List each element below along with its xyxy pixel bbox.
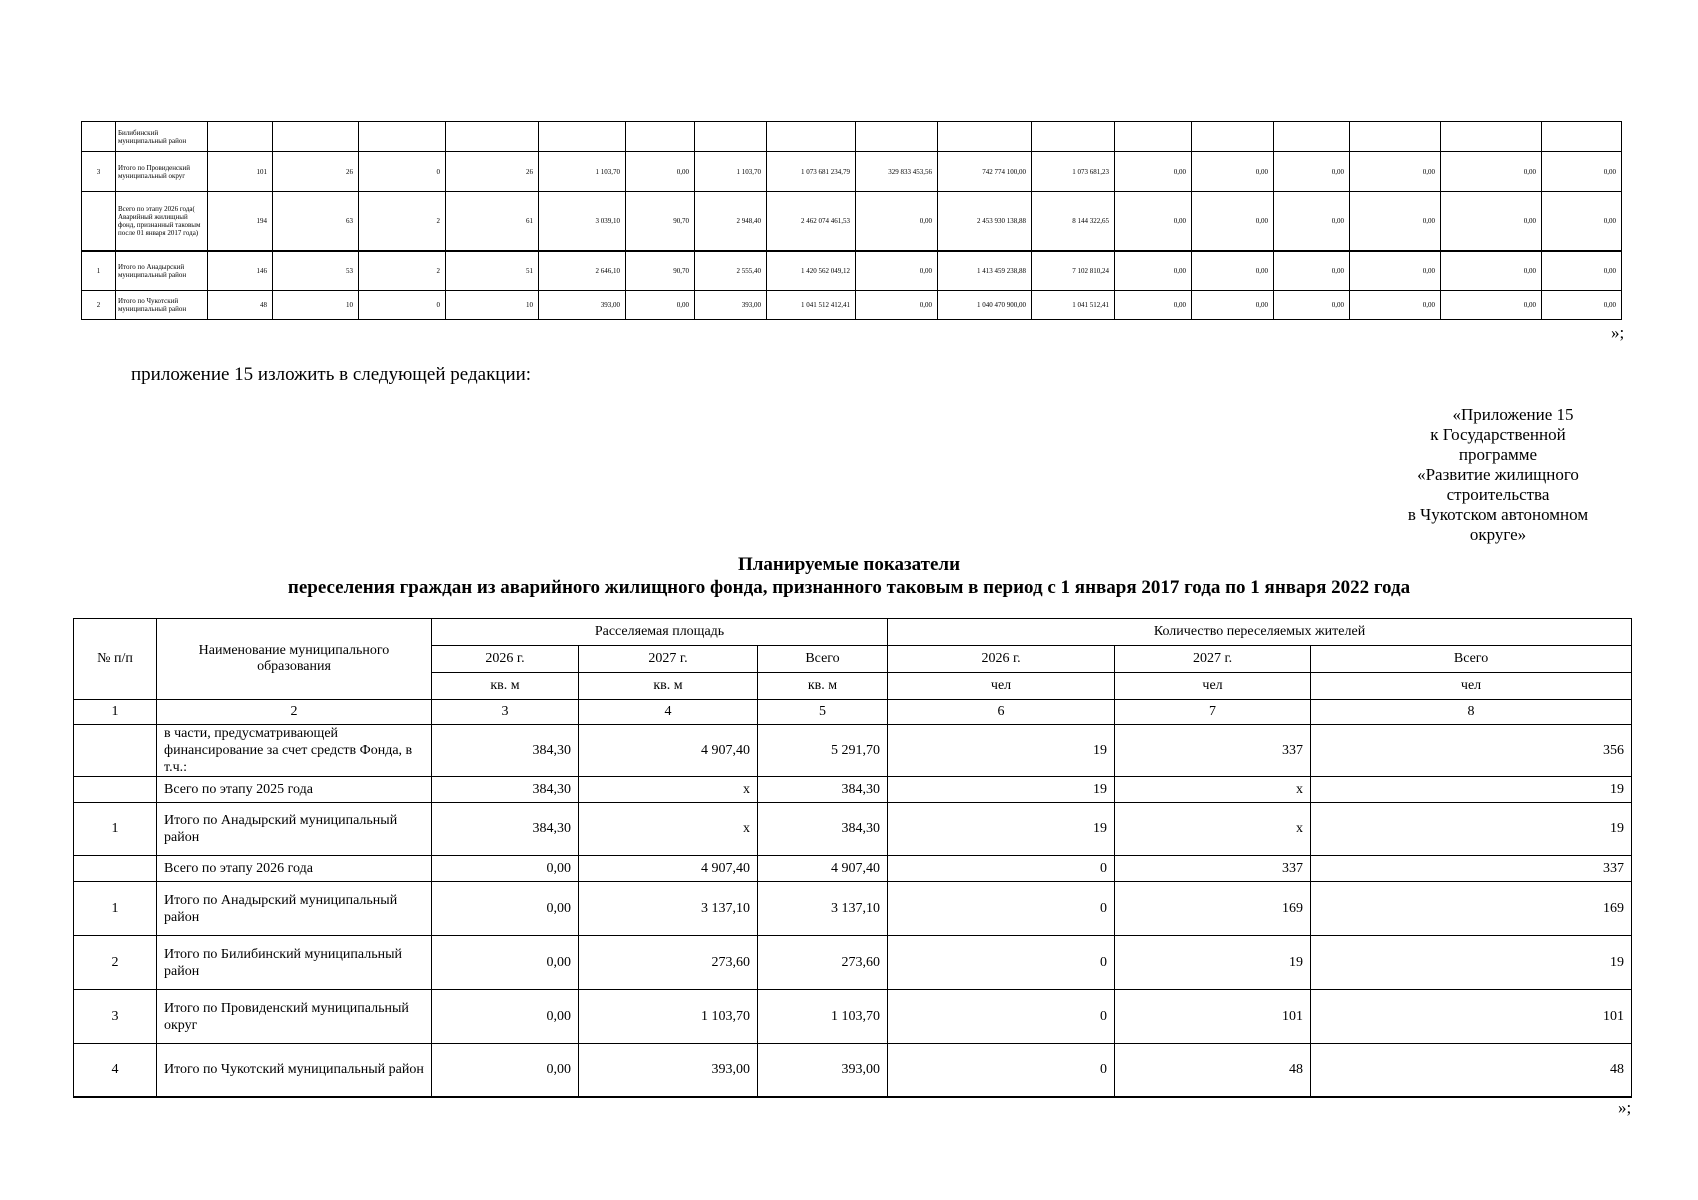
value-cell: 0 bbox=[359, 291, 446, 320]
value-cell bbox=[626, 122, 695, 152]
people-2026-cell: 0 bbox=[888, 882, 1115, 936]
area-total-cell: 5 291,70 bbox=[758, 725, 888, 777]
table-row bbox=[74, 990, 1632, 1044]
appendix-line: в Чукотском автономном округе» bbox=[1407, 505, 1589, 544]
value-cell: 194 bbox=[208, 192, 273, 251]
value-cell: 0,00 bbox=[1542, 291, 1622, 320]
row-number bbox=[82, 122, 116, 152]
area-total-cell: 384,30 bbox=[758, 803, 888, 856]
unit-area: кв. м bbox=[432, 673, 579, 700]
value-cell: 393,00 bbox=[539, 291, 626, 320]
value-cell: 0,00 bbox=[856, 291, 938, 320]
people-2026-cell: 0 bbox=[888, 990, 1115, 1044]
document-subtitle: переселения граждан из аварийного жилищного фонда, признанного таковым в период с 1 января 2017 года по 1 января 2022 года bbox=[287, 577, 1411, 598]
row-number: 3 bbox=[74, 990, 157, 1044]
area-total-cell: 3 137,10 bbox=[758, 882, 888, 936]
value-cell: 10 bbox=[273, 291, 359, 320]
indicators-table-body bbox=[74, 700, 1632, 1097]
table-row bbox=[74, 725, 1632, 777]
municipality-name: Всего по этапу 2025 года bbox=[157, 777, 432, 803]
appendix-line: «Развитие жилищного строительства bbox=[1417, 465, 1579, 504]
value-cell: 2 555,40 bbox=[695, 251, 767, 291]
people-2026-cell: 0 bbox=[888, 856, 1115, 882]
value-cell bbox=[539, 122, 626, 152]
people-2026-cell: 19 bbox=[888, 803, 1115, 856]
municipality-name: Итого по Провиденский муниципальный округ bbox=[157, 990, 432, 1044]
header-municipality: Наименование муниципального образования bbox=[157, 619, 432, 700]
area-2027-cell: x bbox=[579, 777, 758, 803]
value-cell bbox=[359, 122, 446, 152]
value-cell bbox=[208, 122, 273, 152]
people-2027-cell: 337 bbox=[1115, 725, 1311, 777]
value-cell bbox=[1542, 122, 1622, 152]
people-2026-cell: 19 bbox=[888, 725, 1115, 777]
continuation-table-body bbox=[82, 122, 1622, 320]
value-cell: 26 bbox=[446, 152, 539, 192]
value-cell: 1 413 459 238,88 bbox=[938, 251, 1032, 291]
unit-area: кв. м bbox=[758, 673, 888, 700]
value-cell: 3 039,10 bbox=[539, 192, 626, 251]
table-row bbox=[74, 1044, 1632, 1097]
table-row bbox=[74, 936, 1632, 990]
value-cell: 61 bbox=[446, 192, 539, 251]
value-cell: 90,70 bbox=[626, 251, 695, 291]
area-total-cell: 273,60 bbox=[758, 936, 888, 990]
area-2026-cell: 0,00 bbox=[432, 882, 579, 936]
area-2027-cell: 4 907,40 bbox=[579, 725, 758, 777]
continuation-table bbox=[81, 121, 1622, 320]
people-2026-cell: 0 bbox=[888, 936, 1115, 990]
people-2027-cell: 337 bbox=[1115, 856, 1311, 882]
area-2027-cell: 3 137,10 bbox=[579, 882, 758, 936]
row-number bbox=[74, 777, 157, 803]
value-cell: 51 bbox=[446, 251, 539, 291]
header-area-total: Всего bbox=[758, 646, 888, 673]
header-number: № п/п bbox=[74, 619, 157, 700]
header-people-total: Всего bbox=[1311, 646, 1632, 673]
area-2027-cell: 1 103,70 bbox=[579, 990, 758, 1044]
area-2026-cell: 384,30 bbox=[432, 803, 579, 856]
table-row bbox=[74, 803, 1632, 856]
municipality-name: Всего по этапу 2026 года( Аварийный жилищный фонд, признанный таковым после 01 января 2017 года) bbox=[116, 192, 208, 251]
people-2026-cell: 0 bbox=[888, 1044, 1115, 1097]
column-index: 2 bbox=[157, 700, 432, 725]
value-cell: 393,00 bbox=[695, 291, 767, 320]
people-2027-cell: 19 bbox=[1115, 936, 1311, 990]
value-cell: 0,00 bbox=[1441, 192, 1542, 251]
row-number: 3 bbox=[82, 152, 116, 192]
value-cell: 0,00 bbox=[1350, 192, 1441, 251]
value-cell: 0,00 bbox=[1542, 251, 1622, 291]
people-2027-cell: x bbox=[1115, 777, 1311, 803]
table-row bbox=[82, 152, 1622, 192]
municipality-name: Итого по Анадырский муниципальный район bbox=[157, 882, 432, 936]
people-2026-cell: 19 bbox=[888, 777, 1115, 803]
value-cell: 1 073 681,23 bbox=[1032, 152, 1115, 192]
row-number bbox=[74, 725, 157, 777]
table-row bbox=[74, 777, 1632, 803]
value-cell bbox=[1115, 122, 1192, 152]
column-index: 1 bbox=[74, 700, 157, 725]
value-cell bbox=[1350, 122, 1441, 152]
value-cell bbox=[938, 122, 1032, 152]
row-number: 4 bbox=[74, 1044, 157, 1097]
people-total-cell: 337 bbox=[1311, 856, 1632, 882]
area-total-cell: 384,30 bbox=[758, 777, 888, 803]
appendix-heading bbox=[1198, 405, 1598, 545]
value-cell: 0,00 bbox=[1115, 251, 1192, 291]
column-index: 4 bbox=[579, 700, 758, 725]
row-number: 1 bbox=[74, 882, 157, 936]
value-cell: 0,00 bbox=[1115, 152, 1192, 192]
value-cell bbox=[446, 122, 539, 152]
column-index: 3 bbox=[432, 700, 579, 725]
closing-quote: »; bbox=[1611, 323, 1625, 342]
value-cell: 1 040 470 900,00 bbox=[938, 291, 1032, 320]
table-row bbox=[74, 882, 1632, 936]
area-2026-cell: 384,30 bbox=[432, 725, 579, 777]
value-cell: 90,70 bbox=[626, 192, 695, 251]
value-cell bbox=[695, 122, 767, 152]
header-area-2026: 2026 г. bbox=[432, 646, 579, 673]
value-cell: 0,00 bbox=[1115, 192, 1192, 251]
value-cell: 0,00 bbox=[1274, 291, 1350, 320]
value-cell: 53 bbox=[273, 251, 359, 291]
value-cell: 2 bbox=[359, 192, 446, 251]
header-people-2027: 2027 г. bbox=[1115, 646, 1311, 673]
column-index: 8 bbox=[1311, 700, 1632, 725]
municipality-name: Итого по Чукотский муниципальный район bbox=[157, 1044, 432, 1097]
value-cell: 1 103,70 bbox=[539, 152, 626, 192]
value-cell bbox=[1274, 122, 1350, 152]
header-residents-group: Количество переселяемых жителей bbox=[888, 619, 1632, 646]
unit-people: чел bbox=[888, 673, 1115, 700]
value-cell: 0,00 bbox=[1542, 192, 1622, 251]
area-total-cell: 393,00 bbox=[758, 1044, 888, 1097]
value-cell: 0,00 bbox=[626, 291, 695, 320]
area-2026-cell: 0,00 bbox=[432, 990, 579, 1044]
value-cell: 0,00 bbox=[1192, 251, 1274, 291]
municipality-name: Итого по Провиденский муниципальный округ bbox=[116, 152, 208, 192]
area-total-cell: 4 907,40 bbox=[758, 856, 888, 882]
municipality-name: Итого по Чукотский муниципальный район bbox=[116, 291, 208, 320]
value-cell: 0,00 bbox=[1441, 152, 1542, 192]
value-cell: 1 420 562 049,12 bbox=[767, 251, 856, 291]
value-cell: 101 bbox=[208, 152, 273, 192]
value-cell: 0,00 bbox=[856, 192, 938, 251]
column-index: 6 bbox=[888, 700, 1115, 725]
appendix-line: «Приложение 15 bbox=[1452, 405, 1574, 424]
unit-people: чел bbox=[1311, 673, 1632, 700]
area-total-cell: 1 103,70 bbox=[758, 990, 888, 1044]
value-cell: 63 bbox=[273, 192, 359, 251]
column-index: 7 bbox=[1115, 700, 1311, 725]
table-row bbox=[82, 291, 1622, 320]
row-number: 1 bbox=[74, 803, 157, 856]
value-cell: 1 103,70 bbox=[695, 152, 767, 192]
value-cell: 742 774 100,00 bbox=[938, 152, 1032, 192]
value-cell: 0,00 bbox=[1115, 291, 1192, 320]
value-cell: 329 833 453,56 bbox=[856, 152, 938, 192]
area-2027-cell: x bbox=[579, 803, 758, 856]
value-cell: 0,00 bbox=[1274, 152, 1350, 192]
value-cell: 2 646,10 bbox=[539, 251, 626, 291]
value-cell: 0,00 bbox=[856, 251, 938, 291]
value-cell: 10 bbox=[446, 291, 539, 320]
value-cell: 0,00 bbox=[1350, 291, 1441, 320]
row-number: 2 bbox=[82, 291, 116, 320]
value-cell: 0,00 bbox=[1441, 291, 1542, 320]
value-cell: 7 102 810,24 bbox=[1032, 251, 1115, 291]
header-area-group: Расселяемая площадь bbox=[432, 619, 888, 646]
value-cell: 146 bbox=[208, 251, 273, 291]
value-cell: 2 bbox=[359, 251, 446, 291]
value-cell: 0,00 bbox=[1192, 152, 1274, 192]
value-cell bbox=[273, 122, 359, 152]
value-cell: 48 bbox=[208, 291, 273, 320]
people-total-cell: 19 bbox=[1311, 936, 1632, 990]
unit-area: кв. м bbox=[579, 673, 758, 700]
value-cell bbox=[1192, 122, 1274, 152]
row-number bbox=[82, 192, 116, 251]
table-row bbox=[82, 251, 1622, 291]
area-2026-cell: 384,30 bbox=[432, 777, 579, 803]
area-2026-cell: 0,00 bbox=[432, 1044, 579, 1097]
value-cell bbox=[767, 122, 856, 152]
area-2027-cell: 273,60 bbox=[579, 936, 758, 990]
value-cell: 0,00 bbox=[1274, 251, 1350, 291]
value-cell: 1 073 681 234,79 bbox=[767, 152, 856, 192]
people-2027-cell: 48 bbox=[1115, 1044, 1311, 1097]
people-2027-cell: x bbox=[1115, 803, 1311, 856]
value-cell: 0,00 bbox=[1192, 192, 1274, 251]
municipality-name: в части, предусматривающей финансирование за счет средств Фонда, в т.ч.: bbox=[157, 725, 432, 777]
value-cell: 0,00 bbox=[626, 152, 695, 192]
value-cell: 0,00 bbox=[1350, 152, 1441, 192]
municipality-name: Итого по Анадырский муниципальный район bbox=[157, 803, 432, 856]
value-cell bbox=[1032, 122, 1115, 152]
people-total-cell: 356 bbox=[1311, 725, 1632, 777]
municipality-name: Всего по этапу 2026 года bbox=[157, 856, 432, 882]
value-cell: 2 948,40 bbox=[695, 192, 767, 251]
column-index: 5 bbox=[758, 700, 888, 725]
table-row bbox=[74, 856, 1632, 882]
row-number bbox=[74, 856, 157, 882]
value-cell: 1 041 512 412,41 bbox=[767, 291, 856, 320]
value-cell: 8 144 322,65 bbox=[1032, 192, 1115, 251]
people-total-cell: 19 bbox=[1311, 803, 1632, 856]
value-cell: 0 bbox=[359, 152, 446, 192]
value-cell: 0,00 bbox=[1441, 251, 1542, 291]
document-title: Планируемые показатели bbox=[737, 554, 961, 575]
municipality-name: Билибинский муниципальный район bbox=[116, 122, 208, 152]
area-2026-cell: 0,00 bbox=[432, 856, 579, 882]
people-2027-cell: 101 bbox=[1115, 990, 1311, 1044]
value-cell bbox=[856, 122, 938, 152]
unit-people: чел bbox=[1115, 673, 1311, 700]
value-cell: 2 453 930 138,88 bbox=[938, 192, 1032, 251]
people-total-cell: 169 bbox=[1311, 882, 1632, 936]
row-number: 1 bbox=[82, 251, 116, 291]
people-total-cell: 101 bbox=[1311, 990, 1632, 1044]
municipality-name: Итого по Билибинский муниципальный район bbox=[157, 936, 432, 990]
value-cell: 0,00 bbox=[1542, 152, 1622, 192]
value-cell: 0,00 bbox=[1192, 291, 1274, 320]
area-2026-cell: 0,00 bbox=[432, 936, 579, 990]
table-row bbox=[82, 122, 1622, 152]
row-number: 2 bbox=[74, 936, 157, 990]
appendix-line: к Государственной программе bbox=[1430, 425, 1566, 464]
people-2027-cell: 169 bbox=[1115, 882, 1311, 936]
value-cell: 2 462 074 461,53 bbox=[767, 192, 856, 251]
municipality-name: Итого по Анадырский муниципальный район bbox=[116, 251, 208, 291]
value-cell: 0,00 bbox=[1350, 251, 1441, 291]
area-2027-cell: 4 907,40 bbox=[579, 856, 758, 882]
indicators-table bbox=[73, 618, 1632, 1098]
table-row bbox=[82, 192, 1622, 251]
header-area-2027: 2027 г. bbox=[579, 646, 758, 673]
people-total-cell: 19 bbox=[1311, 777, 1632, 803]
people-total-cell: 48 bbox=[1311, 1044, 1632, 1097]
value-cell bbox=[1441, 122, 1542, 152]
header-people-2026: 2026 г. bbox=[888, 646, 1115, 673]
closing-quote: »; bbox=[1618, 1098, 1632, 1117]
instruction-text: приложение 15 изложить в следующей редакции: bbox=[131, 364, 532, 385]
column-index-row bbox=[74, 700, 1632, 725]
value-cell: 1 041 512,41 bbox=[1032, 291, 1115, 320]
area-2027-cell: 393,00 bbox=[579, 1044, 758, 1097]
value-cell: 0,00 bbox=[1274, 192, 1350, 251]
value-cell: 26 bbox=[273, 152, 359, 192]
